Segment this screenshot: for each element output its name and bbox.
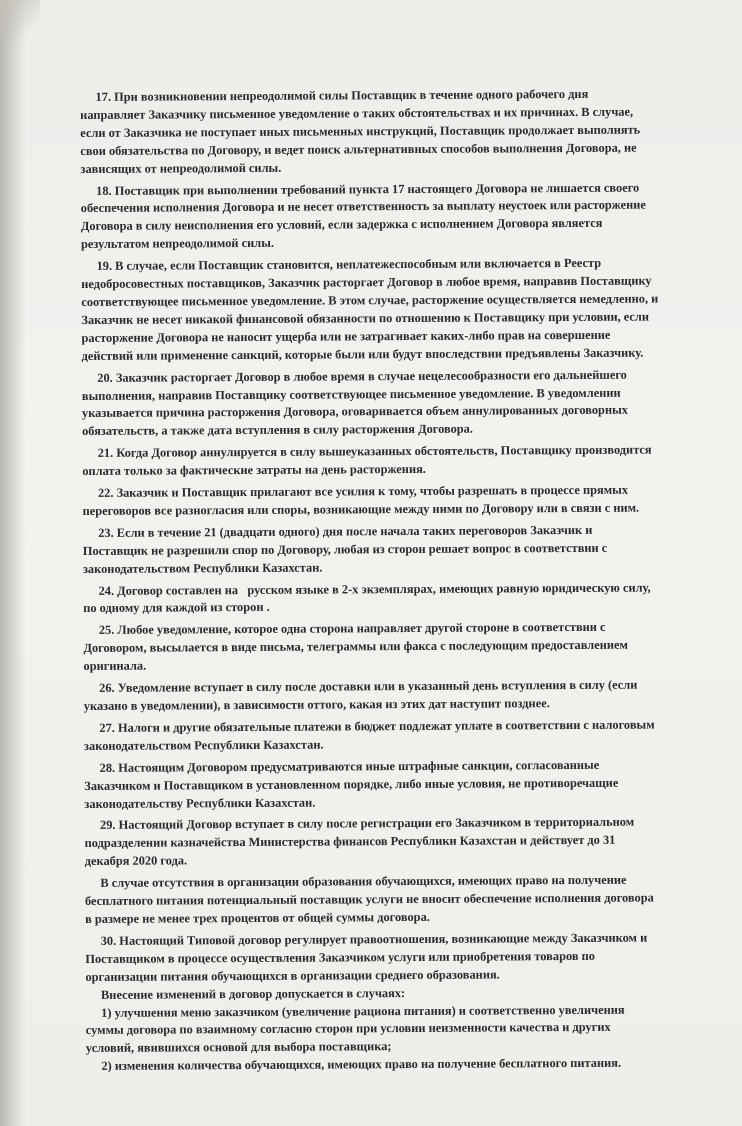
text-line: соответствующее письменное уведомление. В этом случае, расторжение осуществляется немедленно, и — [81, 291, 659, 309]
page-corner-shadow — [0, 0, 40, 50]
paragraph-p19 — [81, 254, 708, 365]
text-line: 22. Заказчик и Поставщик прилагают все усилия к тому, чтобы разрешать в процессе прямых — [82, 482, 629, 501]
text-line: Поставщиком в процессе осуществления Заказчиком услуги или приобретения товаров по — [85, 948, 596, 966]
text-line: указано в уведомлении), в зависимости оттого, какая из этих дат наступит позднее. — [83, 696, 550, 713]
text-line: 19. В случае, если Поставщик становится, неплатежеспособным или включается в Реестр — [81, 255, 602, 274]
document-body — [80, 85, 712, 1080]
text-line: бесплатного питания потенциальный поставщик услуги не вносит обеспечение исполнения договора — [84, 890, 654, 909]
paragraph-p30 — [85, 929, 712, 1076]
text-line: 20. Заказчик расторгает Договор в любое время в случае нецелесообразности его дальнейшего — [81, 367, 627, 385]
text-line: 27. Налоги и другие обязательные платежи в бюджет подлежат уплате в соответствии с налоговым — [83, 717, 655, 735]
text-line: 26. Уведомление вступает в силу после доставки или в указанный день вступления в силу (если — [83, 677, 638, 696]
text-line: организации питания обучающихся в организации среднего образования. — [85, 967, 500, 984]
paragraph-p18 — [81, 179, 707, 254]
text-line: свои обязательства по Договору, и ведет поиск альтернативных способов выполнения Договора, не — [80, 140, 637, 158]
paragraph-p25 — [83, 619, 709, 677]
text-line: условий, явившихся основой для выбора поставщика; — [85, 1039, 392, 1056]
paragraph-p27 — [84, 716, 710, 756]
paragraph-p29b — [85, 871, 711, 929]
text-line: Заказчиком и Поставщиком в установленном порядке, либо иные условия, не противоречащие — [84, 775, 619, 793]
text-line: законодательством Республики Казахстан. — [83, 737, 324, 753]
text-line: результатом непреодолимой силы. — [80, 236, 275, 252]
text-line: 25. Любое уведомление, которое одна сторона направляет другой стороне в соответствии с — [83, 620, 606, 638]
text-line: обязательств, а также дата вступления в силу расторжения Договора. — [82, 421, 474, 439]
text-line: 17. При возникновении непреодолимой силы Поставщик в течение одного рабочего дня — [80, 86, 589, 104]
text-line: действий или применение санкций, которые были или будут впоследствии предъявлены Заказчику. — [81, 345, 644, 363]
paragraph-p23 — [83, 521, 709, 579]
text-line: 1) улучшения меню заказчиком (увеличение рациона питания) и соответственно увеличения — [85, 1002, 625, 1020]
paragraph-p17 — [80, 85, 707, 178]
text-line: Договором, высылается в виде письма, телеграммы или факса с последующим предоставлением — [83, 637, 628, 656]
text-line: если от Заказчика не поступает иных письменных инструкций, Поставщик продолжает выполнять — [80, 122, 641, 140]
text-line: 24. Договор составлен на русском языке в 2-х экземплярах, имеющих равную юридическую силу, — [83, 580, 651, 598]
page-edge-shadow — [0, 0, 26, 1126]
paragraph-p21 — [82, 441, 708, 481]
text-line: суммы договора по взаимному согласию сторон при условии неизменности качества и других — [85, 1020, 611, 1038]
paragraph-p22 — [82, 481, 708, 521]
text-line: расторжение Договора не наносит ущерба или не затрагивает каких-либо прав на совершение — [81, 327, 611, 345]
text-line: направляет Заказчику письменное уведомление о таких обстоятельствах и их причинах. В случае, — [80, 104, 634, 122]
text-line: обеспечения исполнения Договора и не несет ответственность за выплату неустоек или расторжение — [80, 197, 646, 216]
text-line: декабря 2020 года. — [84, 853, 188, 869]
text-line: по одному для каждой из сторон . — [83, 600, 270, 616]
text-line: 18. Поставщик при выполнении требований пункта 17 настоящего Договора не лишается своего — [80, 180, 640, 198]
text-line: 30. Настоящий Типовой договор регулирует правоотношения, возникающие между Заказчиком и — [85, 930, 648, 948]
text-line: 21. Когда Договор аннулируется в силу вышеуказанных обстоятельств, Поставщику производится — [82, 442, 652, 461]
text-line: недобросовестных поставщиков, Заказчик расторгает Договор в любое время, направив Поставщику — [81, 273, 652, 292]
text-line: законодательству Республики Казахстан. — [84, 795, 316, 811]
text-line: 2) изменения количества обучающихся, имеющих право на получение бесплатного питания. — [85, 1055, 622, 1074]
paragraph-p28 — [84, 756, 710, 814]
text-line: выполнения, направив Поставщику соответствующее письменное уведомление. В уведомлении — [81, 385, 621, 403]
text-line: 28. Настоящим Договором предусматриваются иные штрафные санкции, согласованные — [84, 757, 600, 775]
text-line: в размере не менее трех процентов от общей суммы договора. — [85, 909, 430, 926]
text-line: Внесение изменений в договор допускается в случаях: — [85, 985, 406, 1002]
text-line: оплата только за фактические затраты на день расторжения. — [82, 462, 426, 479]
text-line: Поставщик не разрешили спор по Договору, любая из сторон решает вопрос в соответствии с — [82, 540, 608, 558]
text-line: законодательством Республики Казахстан. — [82, 560, 323, 576]
text-line: оригинала. — [83, 658, 147, 674]
paragraph-p29 — [84, 814, 710, 872]
text-line: Договора в силу неисполнения его условий, если задержка с исполнением Договора является — [80, 216, 603, 234]
paragraph-p24 — [83, 579, 709, 619]
text-line: Заказчик не несет никакой финансовой обязанности по отношению к Поставщику при условии, если — [81, 309, 650, 327]
text-line: указывается причина расторжения Договора, оговаривается объем аннулированных договорных — [81, 403, 628, 421]
text-line: подразделении казначейства Министерства финансов Республики Казахстан и действует до 31 — [84, 833, 616, 851]
text-line: зависящих от непреодолимой силы. — [80, 160, 282, 176]
text-line: переговоров все разногласия или споры, возникающие между ними по Договору или в связи с ним. — [82, 500, 640, 518]
paragraph-p26 — [84, 676, 710, 716]
paragraph-p20 — [82, 366, 708, 441]
text-line: 23. Если в течение 21 (двадцати одного) дня после начала таких переговоров Заказчик и — [82, 522, 593, 540]
text-line: В случае отсутствия в организации образования обучающихся, имеющих право на получение — [84, 872, 627, 891]
text-line: 29. Настоящий Договор вступает в силу после регистрации его Заказчиком в территориальном — [84, 815, 635, 833]
